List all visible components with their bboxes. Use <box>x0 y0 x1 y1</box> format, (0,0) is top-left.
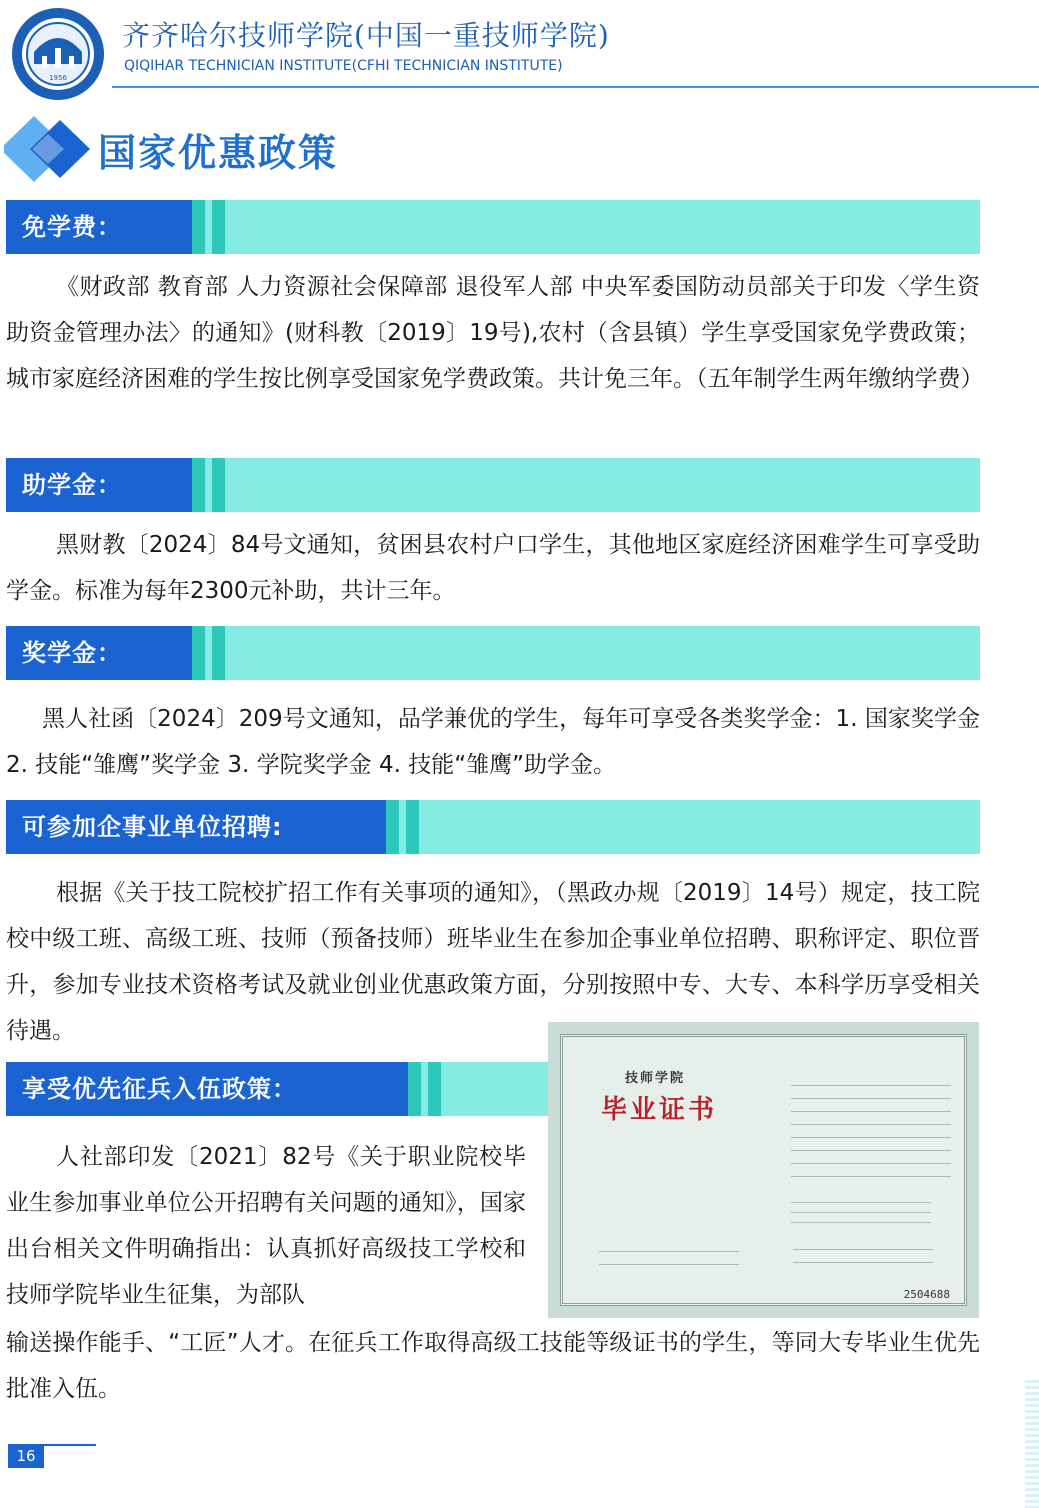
graduation-certificate-image <box>548 1022 979 1318</box>
certificate-title: 毕业证书 <box>601 1095 718 1125</box>
section-heading-bar <box>6 200 980 254</box>
decorative-stripes <box>1025 1380 1039 1508</box>
diamond-decoration-icon <box>4 114 104 184</box>
section-paragraph: 人社部印发〔2021〕82号《关于职业院校毕业生参加事业单位公开招聘有关问题的通知》，国家出台相关文件明确指出：认真抓好高级技工学校和技师学院毕业生征集，为部队 <box>6 1144 526 1308</box>
school-logo <box>10 6 106 102</box>
certificate-body-text <box>791 1079 951 1179</box>
section-paragraph: 《财政部 教育部 人力资源社会保障部 退役军人部 中央军委国防动员部关于印发〈学生资助资金管理办法〉的通知》(财科教〔2019〕19号),农村（含县镇）学生享受国家免学费政策；城市家庭经济困难的学生按比例享受国家免学费政策。共计免三年。（五年制学生两年缴纳学费） <box>6 274 984 392</box>
certificate-serial: 2504688 <box>903 1288 950 1301</box>
section-heading-bar <box>6 458 980 512</box>
certificate-signature-lines <box>793 1243 933 1273</box>
section-heading-tuition: 免学费： <box>22 213 122 241</box>
footer-divider <box>44 1444 96 1446</box>
section-heading-scholarship: 奖学金： <box>22 639 122 667</box>
section-paragraph: 黑财教〔2024〕84号文通知，贫困县农村户口学生，其他地区家庭经济困难学生可享受助学金。标准为每年2300元补助，共计三年。 <box>6 532 980 604</box>
page-number: 16 <box>8 1444 44 1468</box>
section-paragraph: 根据《关于技工院校扩招工作有关事项的通知》，（黑政办规〔2019〕14号）规定，技工院校中级工班、高级工班、技师（预备技师）班毕业生在参加企事业单位招聘、职称评定、职位晋升，参加专业技术资格考试及就业创业优惠政策方面，分别按照中专、大专、本科学历享受相关待遇。 <box>6 880 980 1044</box>
section-paragraph: 黑人社函〔2024〕209号文通知，品学兼优的学生，每年可享受各类奖学金：1. 国家奖学金 2. 技能“雏鹰”奖学金 3. 学院奖学金 4. 技能“雏鹰”助学金。 <box>6 706 980 778</box>
page-title: 国家优惠政策 <box>98 131 339 175</box>
logo-year: 1956 <box>49 74 67 82</box>
certificate-body-text <box>791 1197 931 1225</box>
section-heading-bar <box>6 1062 548 1116</box>
school-name-english: QIQIHAR TECHNICIAN INSTITUTE(CFHI TECHNICIAN INSTITUTE) <box>124 58 563 74</box>
certificate-number-lines <box>599 1245 739 1271</box>
section-heading-enlistment: 享受优先征兵入伍政策： <box>22 1075 297 1103</box>
section-heading-bar <box>6 800 980 854</box>
certificate-school: 技师学院 <box>625 1071 686 1086</box>
section-heading-grant: 助学金： <box>22 471 122 499</box>
header-divider <box>112 86 1039 88</box>
section-paragraph: 输送操作能手、“工匠”人才。在征兵工作取得高级工技能等级证书的学生，等同大专毕业生优先批准入伍。 <box>6 1330 980 1402</box>
section-heading-recruitment: 可参加企事业单位招聘: <box>22 813 283 841</box>
section-heading-bar <box>6 626 980 680</box>
school-name: 齐齐哈尔技师学院(中国一重技师学院) <box>122 19 610 52</box>
